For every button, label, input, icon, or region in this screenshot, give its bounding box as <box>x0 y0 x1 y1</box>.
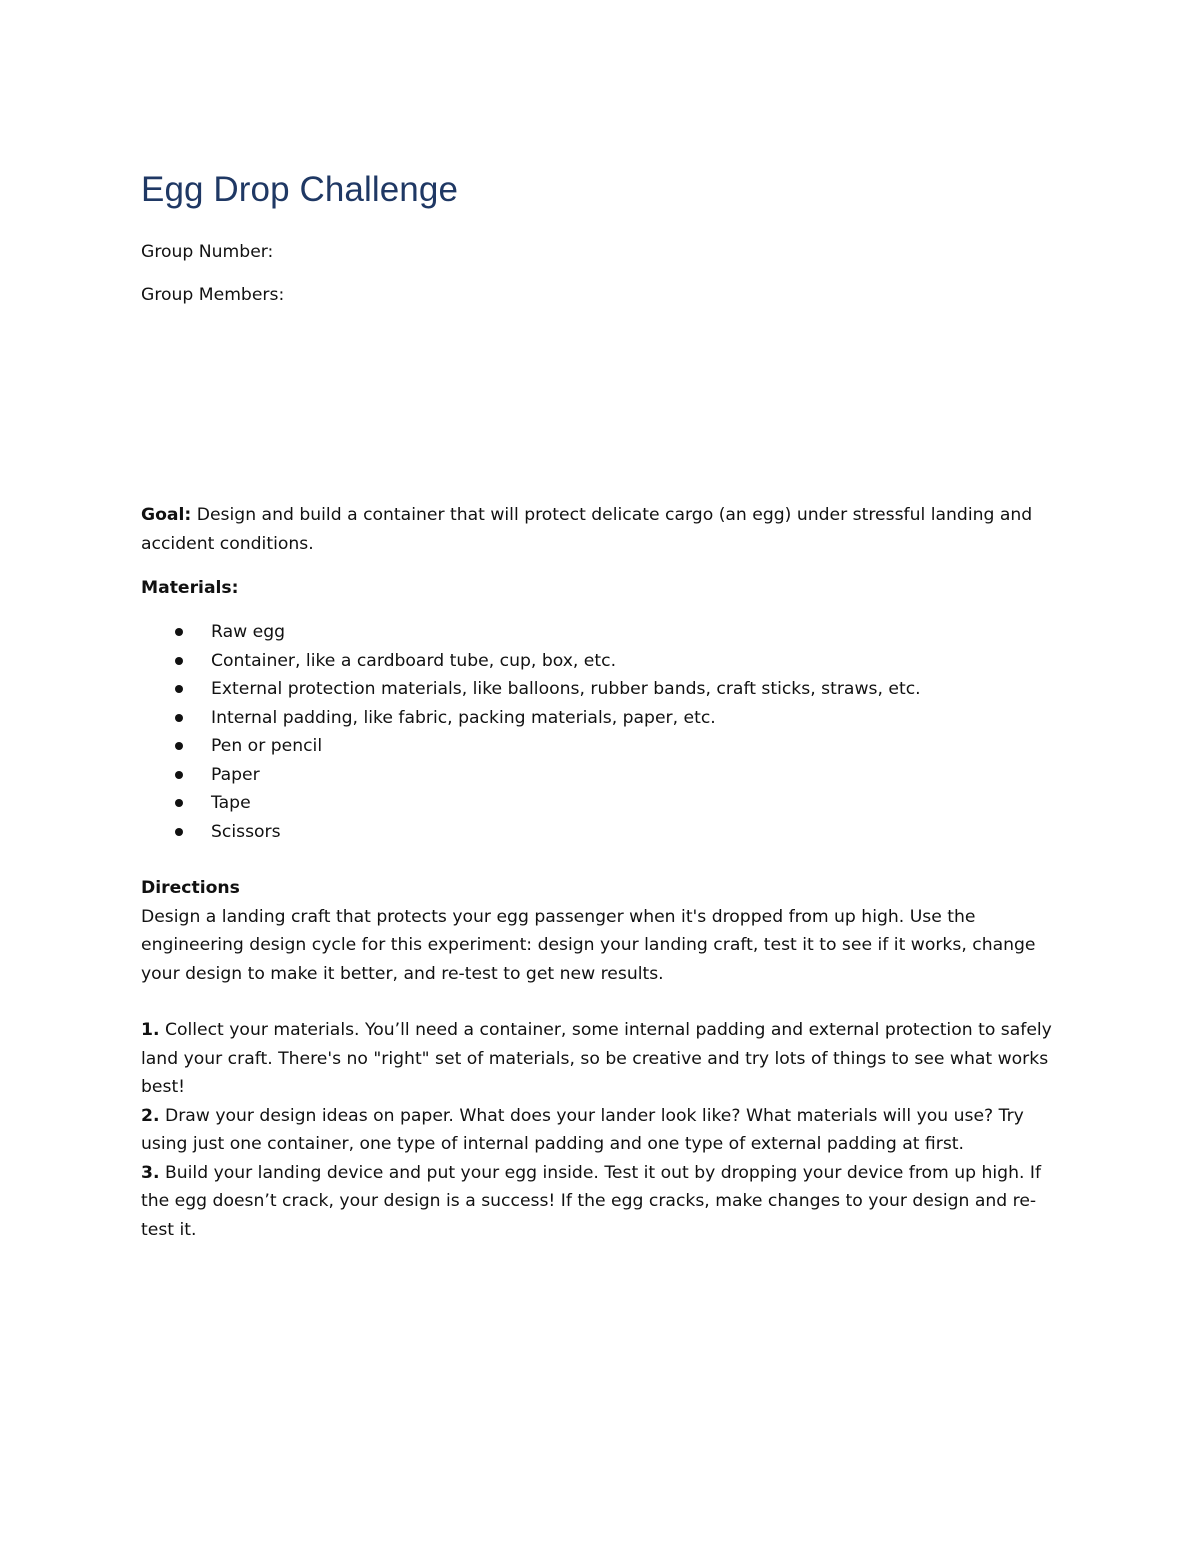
material-item: Paper <box>211 764 260 785</box>
material-item: Raw egg <box>211 622 286 642</box>
materials-list <box>141 618 921 846</box>
list-item <box>141 789 921 818</box>
materials-heading: Materials: <box>141 578 239 598</box>
document-title: Egg Drop Challenge <box>141 170 459 209</box>
list-item <box>141 618 921 647</box>
step-item <box>141 1016 1061 1102</box>
bullet-icon <box>175 685 183 693</box>
step-item <box>141 1159 1061 1245</box>
material-item: Container, like a cardboard tube, cup, box, etc. <box>211 650 617 671</box>
bullet-icon <box>175 742 183 750</box>
step-text: Collect your materials. You’ll need a container, some internal padding and external protection to safely land your craft. There's no "right" set of materials, so be creative and try lots of things to see what works best! <box>141 1020 1052 1097</box>
goal-text: Design and build a container that will protect delicate cargo (an egg) under stressful landing and accident conditions. <box>141 505 1033 554</box>
directions-intro: Design a landing craft that protects your egg passenger when it's dropped from up high. Use the engineering design cycle for this experiment: design your landing craft, test it to see if it works, change your design to make it better, and re-test to get new results. <box>141 906 1036 984</box>
directions-section <box>141 874 1061 988</box>
list-item <box>141 761 921 790</box>
bullet-icon <box>175 628 183 636</box>
bullet-icon <box>175 771 183 779</box>
bullet-icon <box>175 714 183 722</box>
step-number: 1. <box>141 1020 160 1040</box>
list-item <box>141 818 921 847</box>
list-item <box>141 675 921 704</box>
step-number: 2. <box>141 1105 160 1126</box>
material-item: Pen or pencil <box>211 736 323 756</box>
material-item: Internal padding, like fabric, packing materials, paper, etc. <box>211 707 716 728</box>
directions-steps <box>141 1016 1061 1244</box>
bullet-icon <box>175 828 183 836</box>
step-text: Build your landing device and put your egg inside. Test it out by dropping your device from up high. If the egg doesn’t crack, your design is a success! If the egg cracks, make changes to your design and re-test it. <box>141 1162 1042 1240</box>
directions-heading: Directions <box>141 878 240 898</box>
group-members-label: Group Members: <box>141 285 285 305</box>
step-text: Draw your design ideas on paper. What does your lander look like? What materials will you use? Try using just one container, one type of internal padding and one type of external padding at first. <box>141 1105 1024 1154</box>
step-item <box>141 1102 1061 1159</box>
list-item <box>141 732 921 761</box>
step-number: 3. <box>141 1162 160 1183</box>
bullet-icon <box>175 657 183 665</box>
goal-label: Goal: <box>141 505 192 525</box>
material-item: External protection materials, like balloons, rubber bands, craft sticks, straws, etc. <box>211 679 921 699</box>
material-item: Tape <box>211 793 251 813</box>
material-item: Scissors <box>211 821 281 842</box>
list-item <box>141 704 921 733</box>
bullet-icon <box>175 799 183 807</box>
document-page <box>141 168 1061 1240</box>
group-number-label: Group Number: <box>141 242 274 262</box>
list-item <box>141 647 921 676</box>
goal-paragraph <box>141 501 1061 558</box>
